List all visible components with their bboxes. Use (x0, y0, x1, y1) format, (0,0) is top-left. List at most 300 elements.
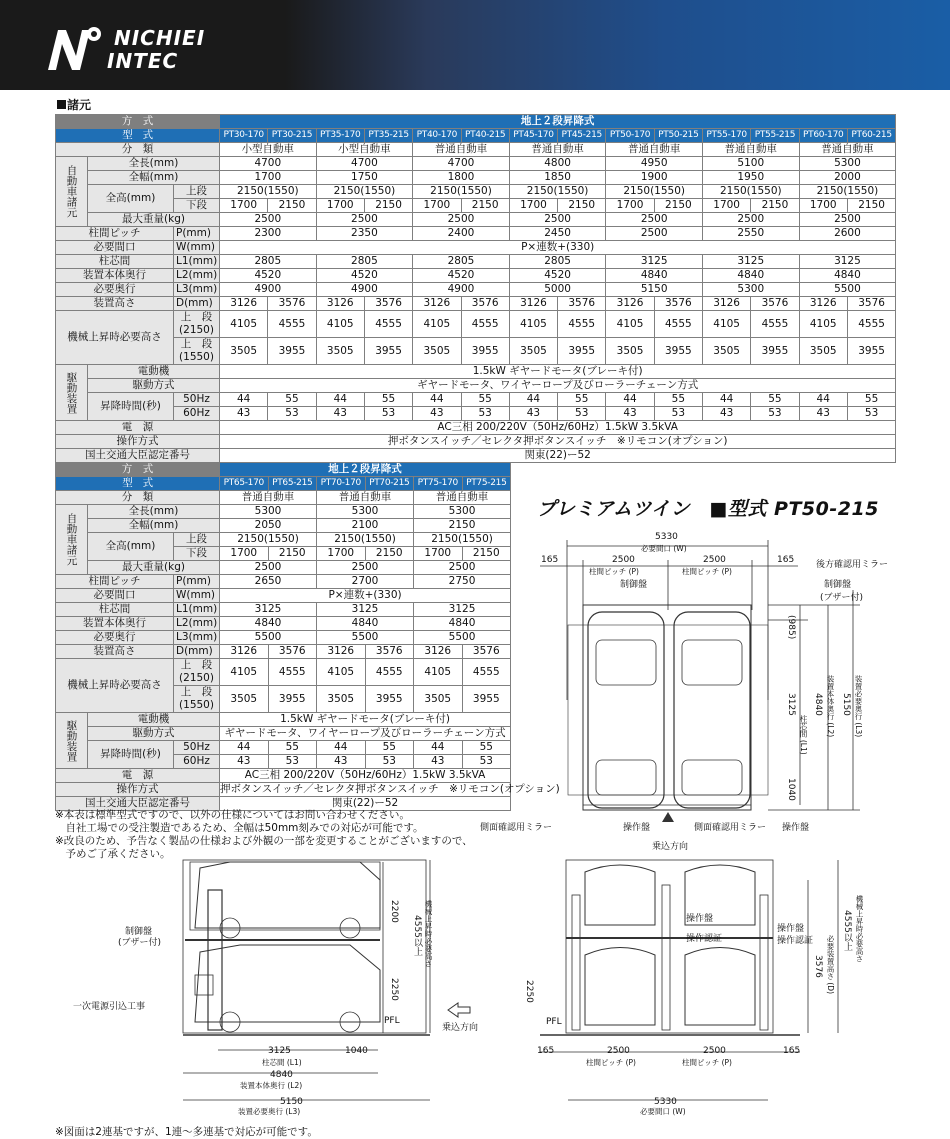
lift-lower-value: 3505 (413, 338, 461, 365)
time60-value: 43 (702, 407, 750, 421)
lower-height-value: 1700 (702, 199, 750, 213)
front-pfl: PFL (546, 1017, 562, 1027)
width-value: 1900 (606, 171, 703, 185)
model-name: PT30-215 (268, 129, 316, 143)
plan-op-panel-left: 操作盤 (623, 823, 651, 833)
lower-height-value: 2150 (461, 199, 509, 213)
depth-value: 4840 (414, 617, 511, 631)
length-value: 4700 (316, 157, 413, 171)
weight-value: 2500 (413, 213, 510, 227)
depth-value: 4520 (220, 269, 317, 283)
lift-upper-value: 4555 (654, 311, 702, 338)
dev-height-value: 3576 (268, 297, 316, 311)
upper-height-value: 2150(1550) (413, 185, 510, 199)
lift-upper-label-text: 上 段 (180, 311, 213, 323)
front-pitch-left: 2500 (607, 1046, 630, 1056)
section-title: 諸元 (57, 96, 91, 113)
lift-upper-value: 4105 (317, 659, 366, 686)
lift-lower-value: 3505 (414, 686, 463, 713)
lift-lower-value: 3955 (268, 686, 317, 713)
depth-value: 4840 (799, 269, 896, 283)
cert-value: 関東(22)ー52 (220, 449, 896, 463)
dev-height-value: 3126 (316, 297, 364, 311)
time50-value: 44 (414, 741, 463, 755)
model-name: PT65-170 (220, 477, 269, 491)
motor-value: 1.5kW ギヤードモータ(ブレーキ付) (220, 365, 896, 379)
time50-value: 55 (654, 393, 702, 407)
lower-height-value: 1700 (317, 547, 366, 561)
side-pfl: PFL (384, 1016, 400, 1026)
drive-group-label: 駆動装置 (56, 365, 88, 421)
upper-height-value: 2150(1550) (220, 185, 317, 199)
hz50-label: 50Hz (174, 393, 220, 407)
class-value: 普通自動車 (702, 143, 799, 157)
width-label: 全幅(mm) (88, 171, 220, 185)
pitch-value: 2300 (220, 227, 317, 241)
time-label: 昇降時間(秒) (88, 393, 174, 421)
front-op-panel-right: 操作盤 (777, 924, 805, 934)
col-unit: L1(mm) (174, 255, 220, 269)
class-value: 普通自動車 (509, 143, 606, 157)
req-depth-value: 5300 (702, 283, 799, 297)
lift-lower-sub: (1550) (179, 351, 214, 363)
drive-group-label: 駆動装置 (56, 713, 88, 769)
lift-lower-value: 3955 (558, 338, 606, 365)
opening-value: P×連数+(330) (220, 241, 896, 255)
time50-value: 55 (364, 393, 412, 407)
plan-req-label: 装置必要奥行 (L3) (854, 675, 863, 738)
model-name: PT75-215 (462, 477, 511, 491)
footnote: ※図面は2連基ですが、1連～多連基で対応が可能です。 (55, 1126, 318, 1138)
plan-rear-mirror: 後方確認用ミラー (816, 560, 889, 570)
time50-value: 44 (799, 393, 847, 407)
cert-value: 関東(22)ー52 (220, 797, 511, 811)
lift-lower-value: 3505 (316, 338, 364, 365)
weight-value: 2500 (220, 561, 317, 575)
note-line: ※本表は標準型式ですので、以外の仕様についてはお問い合わせください。 (55, 809, 410, 821)
lift-lower-value: 3505 (702, 338, 750, 365)
front-side-left: 165 (537, 1046, 555, 1056)
time60-value: 43 (220, 407, 268, 421)
width-value: 1950 (702, 171, 799, 185)
lift-upper-value: 4105 (606, 311, 654, 338)
lift-upper-value: 4105 (220, 659, 269, 686)
lower-height-value: 2150 (462, 547, 511, 561)
lift-upper-value: 4555 (558, 311, 606, 338)
method-label: 方 式 (56, 463, 220, 477)
length-value: 5300 (317, 505, 414, 519)
time50-value: 55 (558, 393, 606, 407)
lift-label: 機械上昇時必要高さ (56, 311, 174, 365)
model-name: PT35-215 (364, 129, 412, 143)
model-name: PT55-170 (702, 129, 750, 143)
lower-height-value: 1700 (414, 547, 463, 561)
lift-lower-value: 3505 (220, 338, 268, 365)
lift-lower-value: 3505 (220, 686, 269, 713)
weight-label: 最大重量(kg) (88, 213, 220, 227)
upper-label: 上段 (174, 185, 220, 199)
lift-upper-sub: (2150) (179, 324, 214, 336)
class-label: 分 類 (56, 143, 220, 157)
req-depth-value: 5500 (414, 631, 511, 645)
opening-value: P×連数+(330) (220, 589, 511, 603)
length-value: 5300 (799, 157, 896, 171)
lift-lower-value: 3955 (268, 338, 316, 365)
lift-upper-value: 4105 (799, 311, 847, 338)
lift-upper-sub: (2150) (179, 672, 214, 684)
hz60-label: 60Hz (174, 407, 220, 421)
req-depth-value: 4900 (316, 283, 413, 297)
pitch-value: 2600 (799, 227, 896, 241)
length-value: 4700 (220, 157, 317, 171)
lift-label: 機械上昇時必要高さ (56, 659, 174, 713)
model-label: 型 式 (56, 129, 220, 143)
req-depth-label: 必要奥行 (56, 283, 174, 297)
cert-label: 国土交通大臣認定番号 (56, 449, 220, 463)
front-op-panel-left: 操作盤 (686, 914, 714, 924)
front-pitch-label-right: 柱間ピッチ (P) (682, 1058, 732, 1067)
dev-height-value: 3576 (364, 297, 412, 311)
time60-value: 53 (268, 407, 316, 421)
length-value: 4800 (509, 157, 606, 171)
pitch-label: 柱間ピッチ (56, 227, 174, 241)
col-unit: L1(mm) (174, 603, 220, 617)
plan-control-left: 制御盤 (620, 580, 648, 590)
opening-label: 必要間口 (56, 589, 174, 603)
lift-lower-value: 3955 (847, 338, 895, 365)
time50-value: 55 (461, 393, 509, 407)
time60-value: 43 (316, 407, 364, 421)
req-depth-value: 5500 (799, 283, 896, 297)
side-upper-h: 2200 (389, 900, 399, 923)
side-l1: 3125 (268, 1046, 291, 1056)
time60-value: 53 (462, 755, 511, 769)
class-value: 普通自動車 (220, 491, 317, 505)
lift-upper-value: 4105 (509, 311, 557, 338)
class-value: 普通自動車 (799, 143, 896, 157)
model-name: PT35-170 (316, 129, 364, 143)
motor-label: 電動機 (88, 365, 220, 379)
opening-label: 必要間口 (56, 241, 174, 255)
length-value: 5100 (702, 157, 799, 171)
plan-pitch-right: 2500 (703, 555, 726, 565)
note-line: 予めご了承ください。 (55, 848, 171, 860)
upper-height-value: 2150(1550) (509, 185, 606, 199)
length-value: 4950 (606, 157, 703, 171)
lower-height-value: 2150 (558, 199, 606, 213)
upper-height-value: 2150(1550) (316, 185, 413, 199)
depth-value: 4840 (220, 617, 317, 631)
dev-height-value: 3126 (220, 297, 268, 311)
pitch-unit: P(mm) (174, 575, 220, 589)
time60-value: 43 (413, 407, 461, 421)
plan-side-left: 165 (541, 555, 559, 565)
plan-side-right: 165 (777, 555, 795, 565)
model-label: 型 式 (56, 477, 220, 491)
time50-value: 44 (220, 741, 269, 755)
lift-upper-value: 4105 (413, 311, 461, 338)
dev-height-value: 3126 (606, 297, 654, 311)
pitch-value: 2650 (220, 575, 317, 589)
power-value: AC三相 200/220V（50Hz/60Hz）1.5kW 3.5kVA (220, 769, 511, 783)
side-l3: 5150 (280, 1097, 303, 1107)
lower-height-value: 2150 (364, 199, 412, 213)
pitch-value: 2700 (317, 575, 414, 589)
col-value: 3125 (702, 255, 799, 269)
plan-col-label: 柱芯間 (L1) (799, 715, 808, 755)
lift-upper-value: 4555 (751, 311, 799, 338)
time60-value: 53 (558, 407, 606, 421)
col-value: 2805 (316, 255, 413, 269)
width-value: 2000 (799, 171, 896, 185)
width-value: 2100 (317, 519, 414, 533)
class-value: 普通自動車 (413, 143, 510, 157)
depth-value: 4840 (317, 617, 414, 631)
model-name: PT40-170 (413, 129, 461, 143)
front-lower-h: 2250 (524, 980, 534, 1003)
dev-height-value: 3126 (799, 297, 847, 311)
upper-height-value: 2150(1550) (317, 533, 414, 547)
depth-value: 4840 (702, 269, 799, 283)
class-value: 小型自動車 (220, 143, 317, 157)
dev-height-value: 3126 (509, 297, 557, 311)
lift-lower-value: 3955 (364, 338, 412, 365)
time60-value: 43 (414, 755, 463, 769)
upper-height-value: 2150(1550) (220, 533, 317, 547)
time60-value: 43 (220, 755, 269, 769)
req-depth-label: 必要奥行 (56, 631, 174, 645)
width-value: 1700 (220, 171, 317, 185)
plan-pitch-left: 2500 (612, 555, 635, 565)
lift-upper-value: 4555 (364, 311, 412, 338)
lower-height-value: 1700 (606, 199, 654, 213)
drive-value: ギヤードモータ、ワイヤーロープ及びローラーチェーン方式 (220, 727, 511, 741)
weight-value: 2500 (317, 561, 414, 575)
front-side-right: 165 (783, 1046, 801, 1056)
upper-height-value: 2150(1550) (606, 185, 703, 199)
hz50-label: 50Hz (174, 741, 220, 755)
plan-body-label: 装置本体奥行 (L2) (826, 675, 835, 738)
class-value: 普通自動車 (414, 491, 511, 505)
drive-value: ギヤードモータ、ワイヤーロープ及びローラーチェーン方式 (220, 379, 896, 393)
req-depth-value: 5500 (220, 631, 317, 645)
depth-value: 4840 (606, 269, 703, 283)
col-label: 柱芯間 (56, 603, 174, 617)
dev-height-value: 3576 (461, 297, 509, 311)
width-value: 2150 (414, 519, 511, 533)
pitch-value: 2550 (702, 227, 799, 241)
dev-height-value: 3126 (414, 645, 463, 659)
side-entry: 乗込方向 (442, 1023, 479, 1033)
note-line: 自社工場での受注製造であるため、全幅は50mm刻みでの対応が可能です。 (55, 822, 424, 834)
depth-label: 装置本体奥行 (56, 617, 174, 631)
lift-lower-label-text: 上 段 (180, 686, 213, 698)
plan-pitch-label-left: 柱間ピッチ (P) (589, 567, 639, 576)
lift-upper-value: 4555 (268, 659, 317, 686)
side-lower-h: 2250 (389, 978, 399, 1001)
model-name: PT45-215 (558, 129, 606, 143)
front-pitch-right: 2500 (703, 1046, 726, 1056)
depth-value: 4520 (413, 269, 510, 283)
pitch-value: 2350 (316, 227, 413, 241)
upper-height-value: 2150(1550) (414, 533, 511, 547)
front-lift-label: 機械上昇時必要高さ (855, 895, 864, 963)
lift-lower-value: 3955 (461, 338, 509, 365)
pitch-label: 柱間ピッチ (56, 575, 174, 589)
length-label: 全長(mm) (88, 505, 220, 519)
plan-pitch-label-right: 柱間ピッチ (P) (682, 567, 732, 576)
depth-value: 4520 (509, 269, 606, 283)
time60-value: 53 (365, 755, 414, 769)
lift-upper-value: 4105 (316, 311, 364, 338)
side-lift-h: 4555以上 (412, 915, 422, 956)
power-label: 電 源 (56, 769, 220, 783)
vehicle-group-label: 自動車諸元 (56, 505, 88, 575)
time60-value: 43 (606, 407, 654, 421)
time-label: 昇降時間(秒) (88, 741, 174, 769)
time60-value: 53 (751, 407, 799, 421)
pitch-unit: P(mm) (174, 227, 220, 241)
lower-height-value: 2150 (847, 199, 895, 213)
lift-upper-value: 4105 (414, 659, 463, 686)
req-depth-value: 4900 (413, 283, 510, 297)
dev-height-unit: D(mm) (174, 645, 220, 659)
dev-height-value: 3576 (654, 297, 702, 311)
col-value: 2805 (509, 255, 606, 269)
req-depth-unit: L3(mm) (174, 631, 220, 645)
side-front: 1040 (345, 1046, 368, 1056)
model-name: PT55-215 (751, 129, 799, 143)
dev-height-value: 3576 (558, 297, 606, 311)
weight-value: 2500 (509, 213, 606, 227)
class-value: 普通自動車 (317, 491, 414, 505)
lower-height-value: 1700 (220, 199, 268, 213)
dev-height-value: 3126 (220, 645, 269, 659)
plan-col-dim: 3125 (786, 693, 796, 716)
class-value: 小型自動車 (316, 143, 413, 157)
model-name: PT70-215 (365, 477, 414, 491)
time50-value: 55 (268, 393, 316, 407)
lower-height-value: 1700 (509, 199, 557, 213)
lower-label: 下段 (174, 199, 220, 213)
vehicle-group-label: 自動車諸元 (56, 157, 88, 227)
lower-height-value: 2150 (751, 199, 799, 213)
model-name: PT60-170 (799, 129, 847, 143)
col-label: 柱芯間 (56, 255, 174, 269)
dev-height-label: 装置高さ (56, 297, 174, 311)
dev-height-value: 3576 (751, 297, 799, 311)
class-value: 普通自動車 (606, 143, 703, 157)
dev-height-value: 3576 (847, 297, 895, 311)
time50-value: 44 (220, 393, 268, 407)
side-primary-power: 一次電源引込工事 (73, 1002, 146, 1012)
plan-control-note: (ブザー付) (820, 593, 864, 603)
side-lift-label: 機械上昇時必要高さ (424, 900, 433, 968)
front-total-label: 必要間口 (W) (640, 1107, 686, 1116)
height-label: 全高(mm) (88, 185, 174, 213)
time60-value: 53 (364, 407, 412, 421)
col-value: 3125 (317, 603, 414, 617)
col-value: 2805 (220, 255, 317, 269)
req-depth-value: 5150 (606, 283, 703, 297)
lift-lower-value: 3955 (365, 686, 414, 713)
side-l3-label: 装置必要奥行 (L3) (238, 1107, 301, 1116)
hz60-label: 60Hz (174, 755, 220, 769)
model-name: PT30-170 (220, 129, 268, 143)
lower-height-value: 1700 (413, 199, 461, 213)
time60-value: 53 (461, 407, 509, 421)
front-op-auth-left: 操作認証 (686, 934, 723, 944)
model-name: PT50-215 (654, 129, 702, 143)
col-value: 3125 (606, 255, 703, 269)
drive-label: 駆動方式 (88, 727, 220, 741)
dev-height-value: 3126 (317, 645, 366, 659)
model-name: PT40-215 (461, 129, 509, 143)
height-label: 全高(mm) (88, 533, 174, 561)
lift-lower-value: 3955 (751, 338, 799, 365)
method-value: 地上２段昇降式 (220, 463, 511, 477)
time60-value: 43 (509, 407, 557, 421)
width-value: 1750 (316, 171, 413, 185)
dev-height-value: 3576 (462, 645, 511, 659)
req-depth-value: 4900 (220, 283, 317, 297)
motor-label: 電動機 (88, 713, 220, 727)
length-value: 5300 (414, 505, 511, 519)
method-label: 方 式 (56, 115, 220, 129)
lift-lower-value: 3955 (462, 686, 511, 713)
req-depth-value: 5000 (509, 283, 606, 297)
col-value: 3125 (220, 603, 317, 617)
dev-height-value: 3576 (268, 645, 317, 659)
model-name: PT45-170 (509, 129, 557, 143)
time60-value: 53 (268, 755, 317, 769)
op-label: 操作方式 (56, 783, 220, 797)
depth-label: 装置本体奥行 (56, 269, 174, 283)
lift-upper-value: 4555 (461, 311, 509, 338)
weight-value: 2500 (702, 213, 799, 227)
weight-value: 2500 (316, 213, 413, 227)
weight-value: 2500 (220, 213, 317, 227)
side-l2-label: 装置本体奥行 (L2) (240, 1081, 303, 1090)
length-value: 5300 (220, 505, 317, 519)
plan-body-dim: 4840 (813, 693, 823, 716)
side-control-note: (ブザー付) (118, 938, 162, 948)
opening-unit: W(mm) (174, 589, 220, 603)
time50-value: 55 (751, 393, 799, 407)
upper-height-value: 2150(1550) (702, 185, 799, 199)
req-depth-value: 5500 (317, 631, 414, 645)
op-value: 押ボタンスイッチ／セレクタ押ボタンスイッチ ※リモコン(オプション) (220, 783, 560, 795)
pitch-value: 2500 (606, 227, 703, 241)
plan-control: 制御盤 (824, 580, 852, 590)
time50-value: 44 (317, 741, 366, 755)
time60-value: 53 (654, 407, 702, 421)
model-name: PT75-170 (414, 477, 463, 491)
op-value: 押ボタンスイッチ／セレクタ押ボタンスイッチ ※リモコン(オプション) (220, 435, 896, 449)
plan-view-drawing (540, 540, 860, 810)
depth-unit: L2(mm) (174, 269, 220, 283)
weight-value: 2500 (606, 213, 703, 227)
lift-upper-value: 4555 (268, 311, 316, 338)
lift-lower-label-text: 上 段 (180, 338, 213, 350)
lower-height-value: 1700 (220, 547, 269, 561)
lower-height-value: 1700 (799, 199, 847, 213)
time50-value: 55 (462, 741, 511, 755)
upper-height-value: 2150(1550) (799, 185, 896, 199)
lift-lower-sub: (1550) (179, 699, 214, 711)
col-value: 3125 (414, 603, 511, 617)
col-value: 3125 (799, 255, 896, 269)
